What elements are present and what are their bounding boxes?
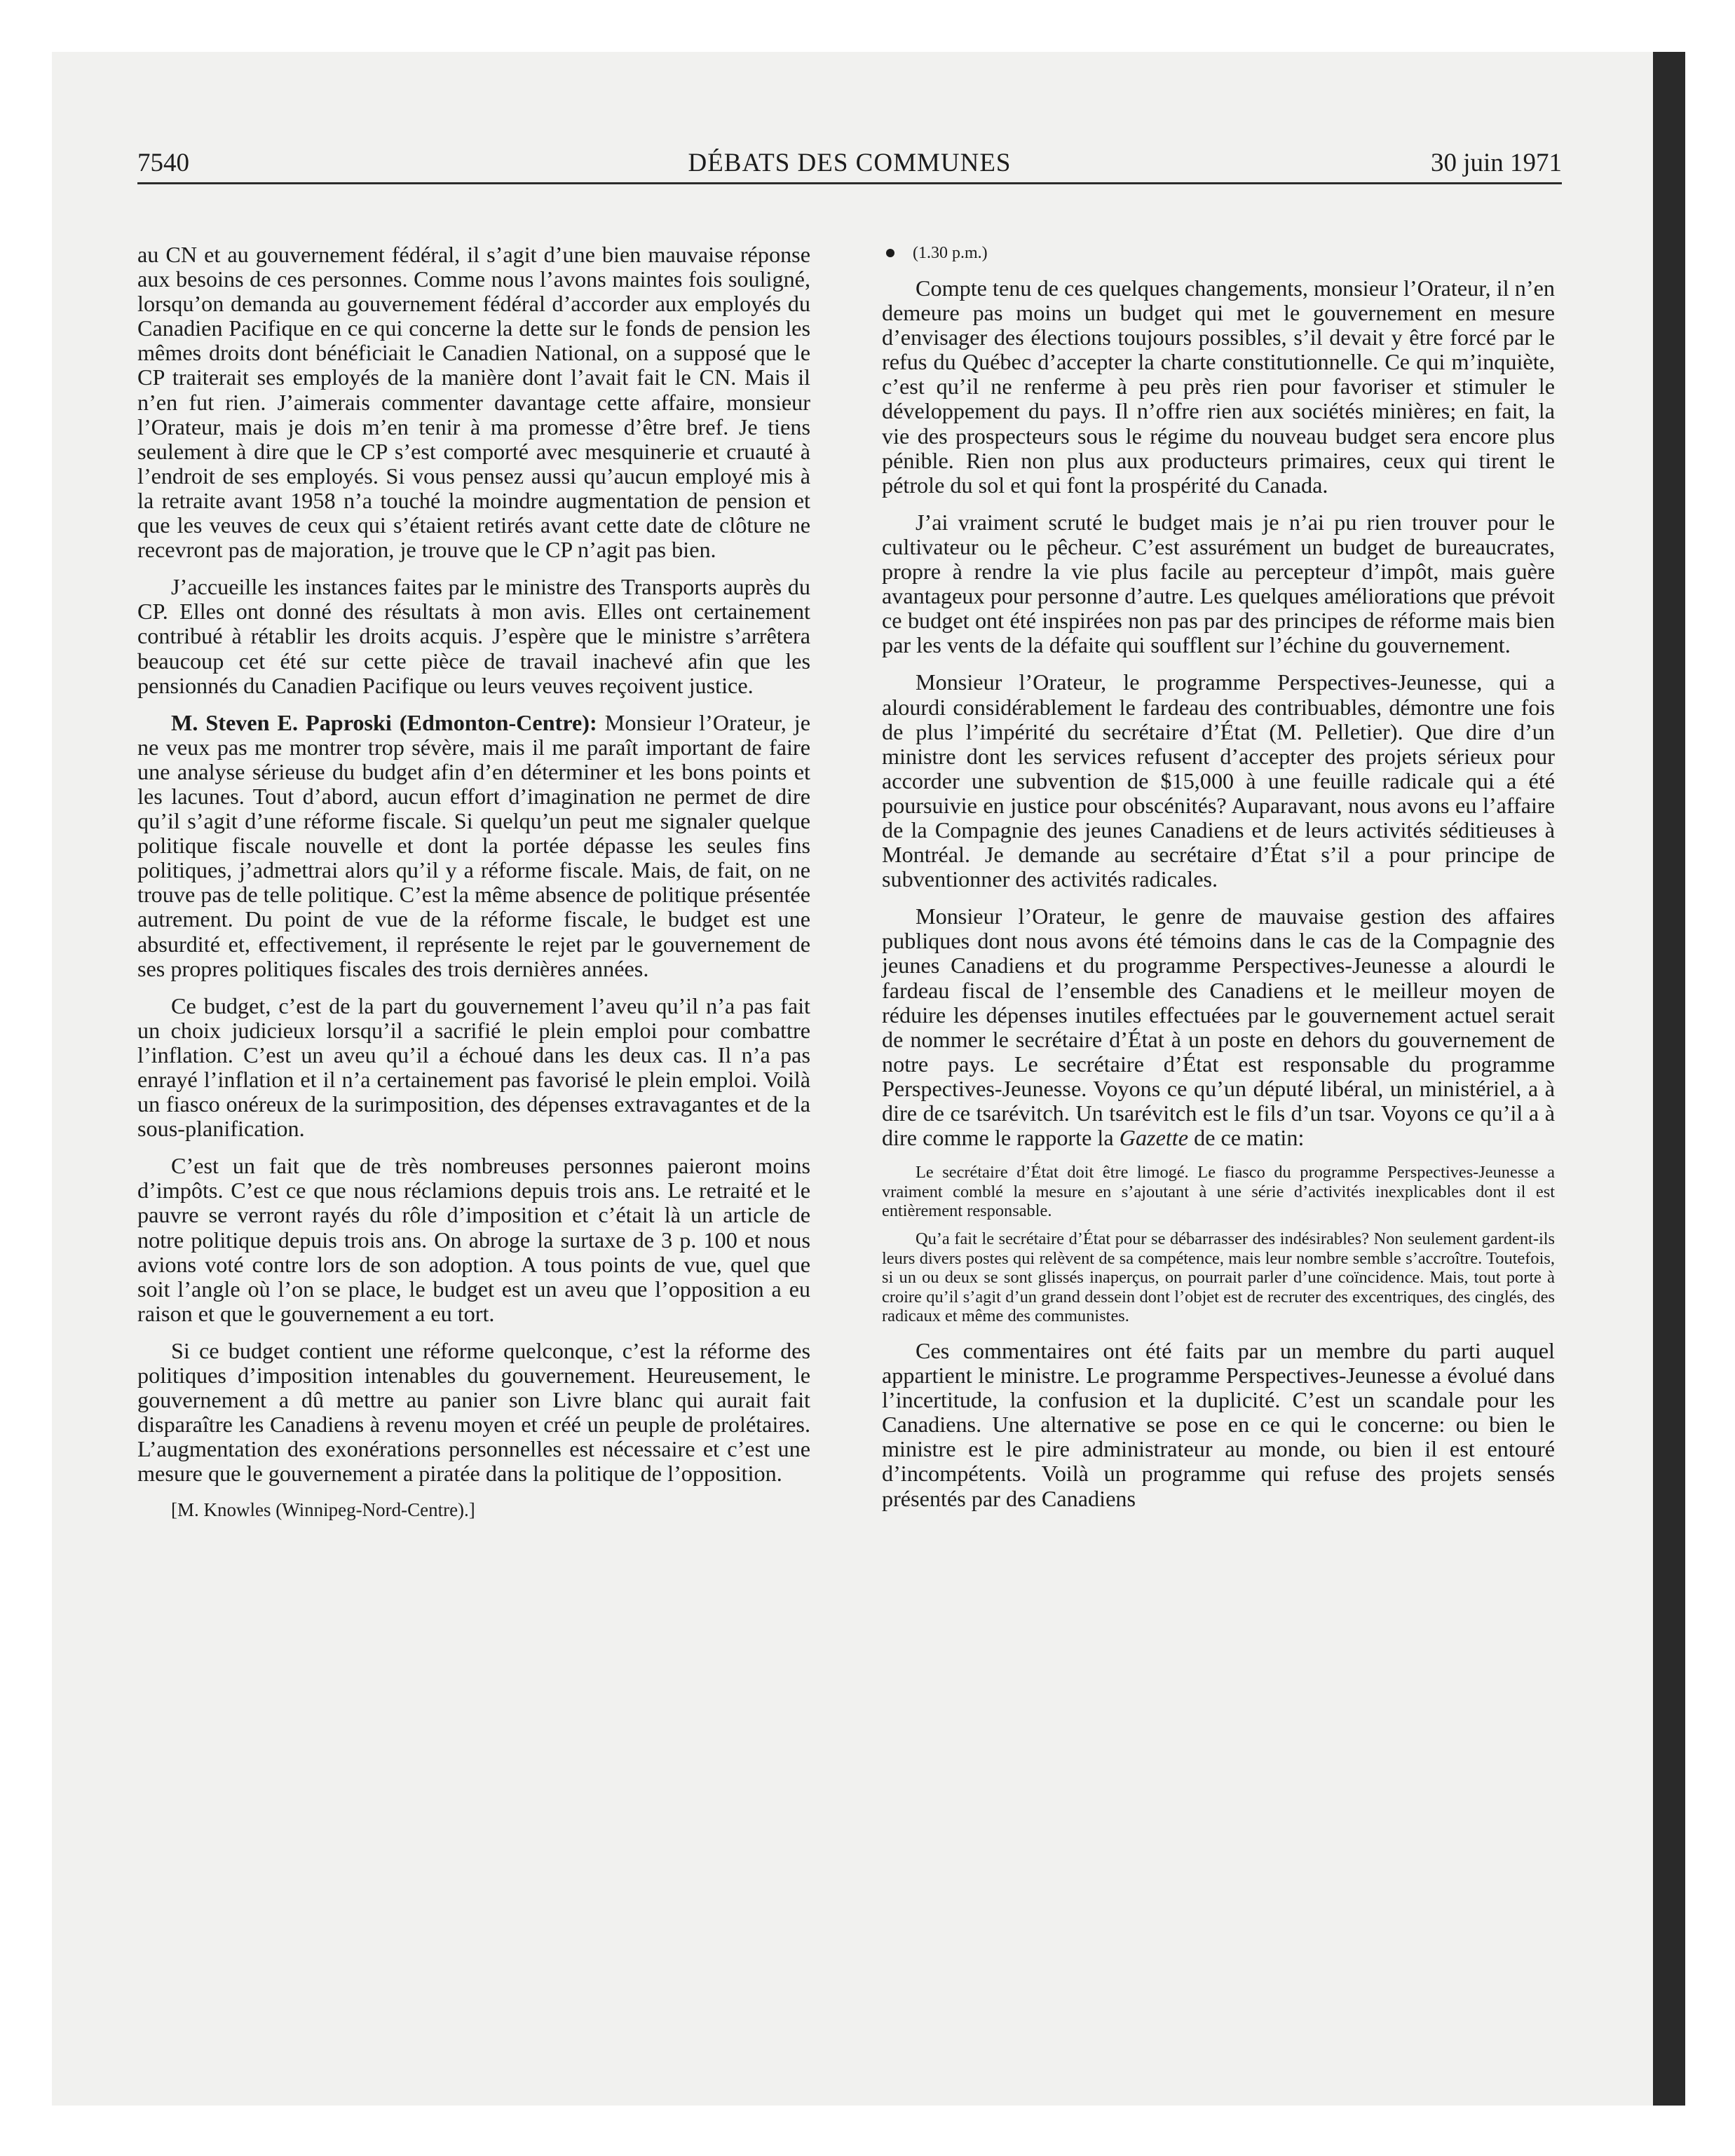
paragraph: J’ai vraiment scruté le budget mais je n’ai pu rien trouver pour le cultivateur ou le pêcheur. C’est assurément un budget de bureaucrates, propre à rendre la vie plus facile au percepteur d’impôt, mais guère avantageux pour personne d’autre. Les quelques améliorations que prévoit ce budget ont été inspirées non pas par des principes de réforme mais bien par les vents de la défaite qui soufflent sur l’échine du gouvernement. — [882, 509, 1555, 658]
right-column — [882, 243, 1555, 1524]
newspaper-name: Gazette — [1119, 1125, 1189, 1151]
paragraph: Ce budget, c’est de la part du gouvernement l’aveu qu’il n’a pas fait un choix judicieux lorsqu’il a sacrifié le plein emploi pour combattre l’inflation. C’est un aveu qu’il a échoué dans les deux cas. Il n’a pas enrayé l’inflation et il n’a certainement pas favorisé le plein emploi. Voilà un fiasco onéreux de la surimposition, des dépenses extravagantes et de la sous-planification. — [137, 992, 810, 1142]
quotation: Qu’a fait le secrétaire d’État pour se débarrasser des indésirables? Non seulement gardent-ils leurs divers postes qui relèvent de sa compétence, mais leur nombre semble s’accroître. Toutefois, si un ou deux se sont glissés inaperçus, on pourrait parler d’une coïncidence. Mais, tout porte à croire qu’il s’agit d’un grand dessein dont l’objet est de recruter des excentriques, des cinglés, des radicaux et même des communistes. — [882, 1229, 1555, 1326]
page-header — [137, 140, 1562, 184]
time-marker — [882, 243, 1555, 264]
time-marker-text: (1.30 p.m.) — [913, 244, 988, 262]
paragraph-speech — [137, 711, 810, 981]
bullet-icon — [886, 249, 894, 257]
paragraph: C’est un fait que de très nombreuses personnes paieront moins d’impôts. C’est ce que nous réclamions depuis trois ans. Le retraité et le pauvre se verront rayés du rôle d’imposition et c’était là un article de notre politique depuis trois ans. On abroge la surtaxe de 3 p. 100 et nous avions voté contre lors de son adoption. A tous points de vue, quel que soit l’angle où l’on se place, le budget est un aveu que l’opposition a eu raison et que le gouvernement a eu tort. — [137, 1153, 810, 1326]
left-column — [137, 243, 810, 1533]
page-date: 30 juin 1971 — [1430, 149, 1562, 177]
text-span: Monsieur l’Orateur, le genre de mauvaise gestion des affaires publiques dont nous avons été témoins dans le cas de la Compagnie des jeunes Canadiens et du programme Perspectives-Jeunesse a alourdi le fardeau fiscal de l’ensemble des Canadiens et le meilleur moyen de réduire les dépenses inutiles effectuées par le gouvernement actuel serait de nommer le secrétaire d’État à un poste en dehors du gouvernement de notre pays. Le secrétaire d’État est responsable du programme Perspectives-Jeunesse. Voyons ce qu’un député libéral, un ministériel, a à dire de ce tsarévitch. Un tsarévitch est le fils d’un tsar. Voyons ce qu’il a à dire comme le rapporte la — [882, 903, 1555, 1151]
quotation: Le secrétaire d’État doit être limogé. Le fiasco du programme Perspectives-Jeunesse a vraiment comblé la mesure en s’ajoutant à une série d’activités inexplicables dont il est entièrement responsable. — [882, 1163, 1555, 1221]
paragraph: Compte tenu de ces quelques changements, monsieur l’Orateur, il n’en demeure pas moins un budget qui met le gouvernement en mesure d’envisager des élections toujours possibles, s’il devait y être forcé par le refus du Québec d’accepter la charte constitutionnelle. Ce qui m’inquiète, c’est qu’il ne renferme à peu près rien pour favoriser et stimuler le développement du pays. Il n’offre rien aux sociétés minières; en fait, la vie des prospecteurs sous le régime du nouveau budget sera encore plus pénible. Rien non plus aux producteurs primaires, ceux qui tirent le pétrole du sol et qui font la prospérité du Canada. — [882, 275, 1555, 498]
paragraph — [882, 904, 1555, 1150]
text-span: de ce matin: — [1188, 1125, 1305, 1151]
paragraph: J’accueille les instances faites par le ministre des Transports auprès du CP. Elles ont donné des résultats à mon avis. Elles ont certainement contribué à rétablir les droits acquis. J’espère que le ministre s’arrêtera beaucoup cet été sur cette pièce de travail inachevé afin que les pensionnés du Canadien Pacifique ou leurs veuves reçoivent justice. — [137, 574, 810, 698]
page-number: 7540 — [137, 149, 189, 177]
paragraph: Ces commentaires ont été faits par un membre du parti auquel appartient le ministre. Le programme Perspectives-Jeunesse a évolué dans l’incertitude, la confusion et la duplicité. C’est un scandale pour les Canadiens. Une alternative se pose en ce qui le concerne: ou bien le ministre est le pire administrateur au monde, ou bien il est entouré d’incompétents. Voilà un programme qui refuse des projets sensés présentés par des Canadiens — [882, 1337, 1555, 1511]
paragraph: Si ce budget contient une réforme quelconque, c’est la réforme des politiques d’imposition intenables du gouvernement. Heureusement, le gouvernement a dû mettre au panier son Livre blanc qui aurait fait disparaître les Canadiens à revenu moyen et créé un peuple de prolétaires. L’augmentation des exonérations personnelles est nécessaire et c’est une mesure que le gouvernement a piratée dans la politique de l’opposition. — [137, 1337, 810, 1487]
paragraph: au CN et au gouvernement fédéral, il s’agit d’une bien mauvaise réponse aux besoins de ces personnes. Comme nous l’avons maintes fois souligné, lorsqu’on demanda au gouvernement fédéral d’accorder aux employés du Canadien Pacifique en ce qui concerne la dette sur le fonds de pension les mêmes droits dont bénéficiait le Canadien National, on a supposé que le CP traiterait ses employés de la manière dont l’avait fait le CN. Mais il n’en fut rien. J’aimerais commenter davantage cette affaire, monsieur l’Orateur, mais je dois m’en tenir à ma promesse d’être bref. Je tiens seulement à dire que le CP s’est comporté avec mesquinerie et cruauté à l’endroit de ses employés. Si vous pensez aussi qu’aucun employé mis à la retraite avant 1958 n’a touché la moindre augmentation de pension et que les veuves de ceux qui s’étaient retirés avant cette date de clôture ne recevront pas de majoration, je trouve que le CP n’agit pas bien. — [137, 242, 810, 563]
speech-text: Monsieur l’Orateur, je ne veux pas me montrer trop sévère, mais il me paraît important de faire une analyse sérieuse du budget afin d’en déterminer et les bons points et les lacunes. Tout d’abord, aucun effort d’imagination ne permet de dire qu’il s’agit d’une réforme fiscale. Si quelqu’un peut me signaler quelque politique fiscale nouvelle et dont la portée dépasse les seules fins politiques, j’admettrai alors qu’il y a réforme fiscale. Mais, de fait, on ne trouve pas de telle politique. C’est la même absence de politique présentée autrement. Du point de vue de la réforme fiscale, le budget est une absurdité et, effectivement, il représente le rejet par le gouvernement de ses propres politiques fiscales des trois dernières années. — [137, 709, 810, 981]
scan-edge-strip — [1653, 52, 1685, 2106]
publication-title: DÉBATS DES COMMUNES — [688, 149, 1012, 177]
speaker-attribution: [M. Knowles (Winnipeg-Nord-Centre).] — [171, 1499, 475, 1520]
speaker-name: M. Steven E. Paproski (Edmonton-Centre): — [171, 709, 597, 735]
paragraph: Monsieur l’Orateur, le programme Perspectives-Jeunesse, qui a alourdi considérablement le fardeau des contribuables, démontre une fois de plus l’impérité du secrétaire d’État (M. Pelletier). Que dire d’un ministre dont les services refusent d’accepter des projets sérieux pour accorder une subvention de $15,000 à une feuille radicale qui a été poursuivie en justice pour obscénités? Auparavant, nous avons eu l’affaire de la Compagnie des jeunes Canadiens et de leurs activités séditieuses à Montréal. Je demande au secrétaire d’État s’il a pour principe de subventionner des activités radicales. — [882, 669, 1555, 892]
